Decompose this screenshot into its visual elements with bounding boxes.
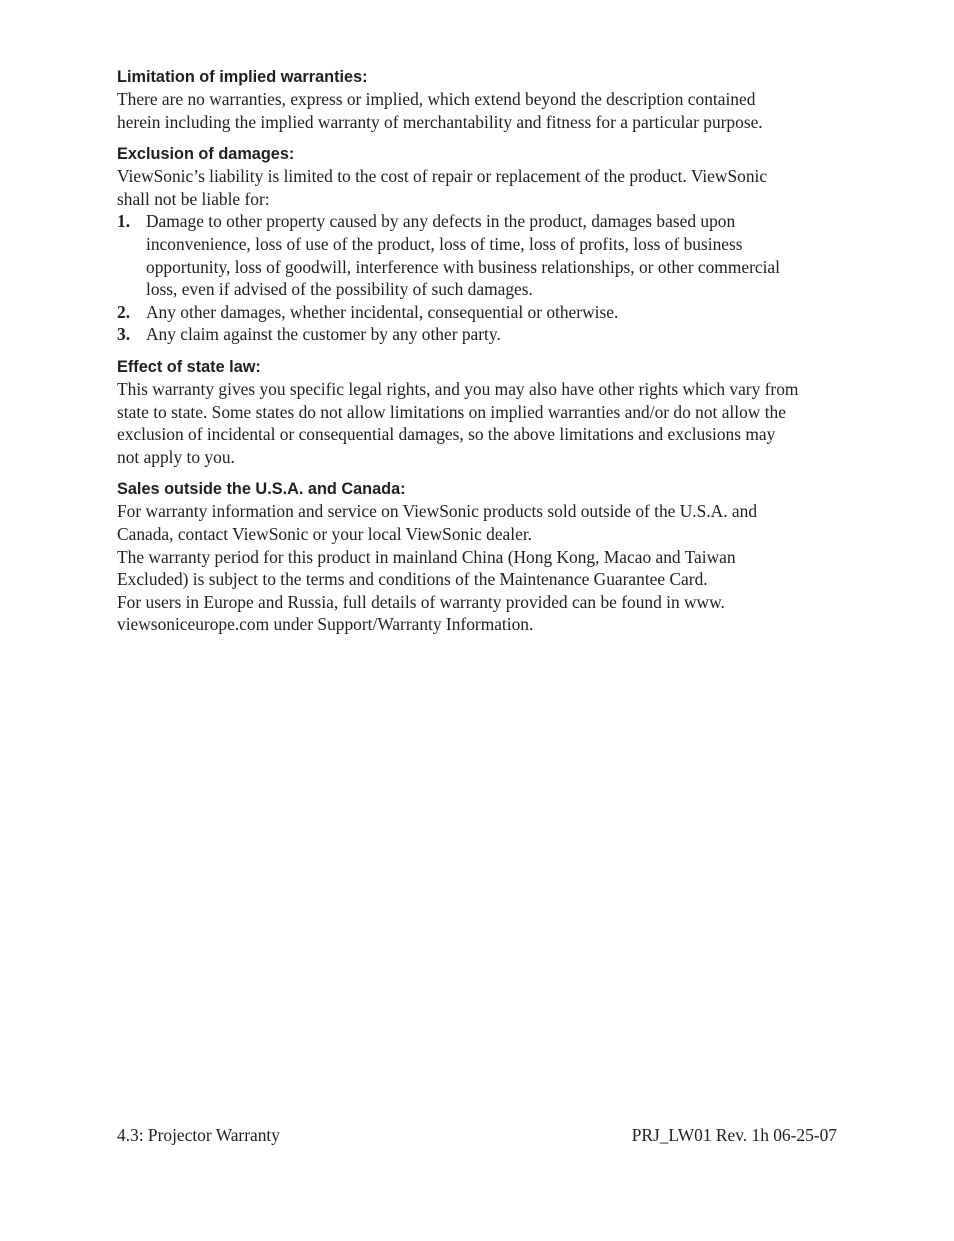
section-outside-usa-canada (117, 478, 842, 636)
document-body (117, 66, 842, 646)
damages-list (117, 210, 842, 346)
list-number: 3. (117, 324, 131, 345)
list-item (117, 301, 842, 324)
list-text-line: Damage to other property caused by any defects in the product, damages based upon (146, 211, 736, 232)
paragraph-line: viewsoniceurope.com under Support/Warranty Information. (117, 614, 534, 635)
paragraph-line: ViewSonic’s liability is limited to the cost of repair or replacement of the product. ViewSonic (117, 166, 768, 187)
paragraph-line: For warranty information and service on ViewSonic products sold outside of the U.S.A. and (117, 501, 758, 522)
page-footer (117, 1124, 837, 1146)
list-number: 2. (117, 301, 131, 322)
paragraph-line: Canada, contact ViewSonic or your local ViewSonic dealer. (117, 523, 533, 544)
section-limitation (117, 66, 842, 133)
paragraph-line: Excluded) is subject to the terms and conditions of the Maintenance Guarantee Card. (117, 569, 708, 590)
paragraph-line: herein including the implied warranty of merchantability and fitness for a particular purpose. (117, 111, 763, 132)
section-exclusion (117, 143, 842, 346)
paragraph-line: exclusion of incidental or consequential damages, so the above limitations and exclusions may (117, 424, 776, 445)
list-number: 1. (117, 211, 131, 232)
list-text (146, 323, 842, 346)
list-item (117, 210, 842, 300)
paragraph-line: shall not be liable for: (117, 188, 270, 209)
section-heading: Sales outside the U.S.A. and Canada: (117, 480, 406, 499)
paragraph-line: For users in Europe and Russia, full details of warranty provided can be found in www. (117, 591, 725, 612)
paragraph-line: There are no warranties, express or implied, which extend beyond the description contained (117, 89, 756, 109)
section-heading: Limitation of implied warranties: (117, 68, 368, 86)
paragraph-line: state to state. Some states do not allow limitations on implied warranties and/or do not allow the (117, 401, 786, 422)
section-heading: Effect of state law: (117, 357, 261, 376)
paragraph-line: not apply to you. (117, 446, 235, 467)
footer-revision-label: PRJ_LW01 Rev. 1h 06-25-07 (631, 1125, 837, 1145)
list-text-line: Any other damages, whether incidental, consequential or otherwise. (146, 301, 619, 322)
list-text (146, 301, 842, 324)
list-text-line: opportunity, loss of goodwill, interference with business relationships, or other commercial (146, 256, 780, 277)
section-state-law (117, 356, 842, 468)
list-text-line: Any claim against the customer by any other party. (146, 324, 501, 345)
paragraph-line: This warranty gives you specific legal rights, and you may also have other rights which vary from (117, 378, 799, 399)
list-text-line: loss, even if advised of the possibility of such damages. (146, 279, 533, 300)
list-item (117, 323, 842, 346)
section-heading: Exclusion of damages: (117, 145, 295, 164)
list-text-line: inconvenience, loss of use of the product, loss of time, loss of profits, loss of business (146, 233, 743, 254)
footer-section-label: 4.3: Projector Warranty (117, 1125, 280, 1145)
list-text (146, 210, 842, 300)
paragraph-line: The warranty period for this product in mainland China (Hong Kong, Macao and Taiwan (117, 546, 736, 567)
